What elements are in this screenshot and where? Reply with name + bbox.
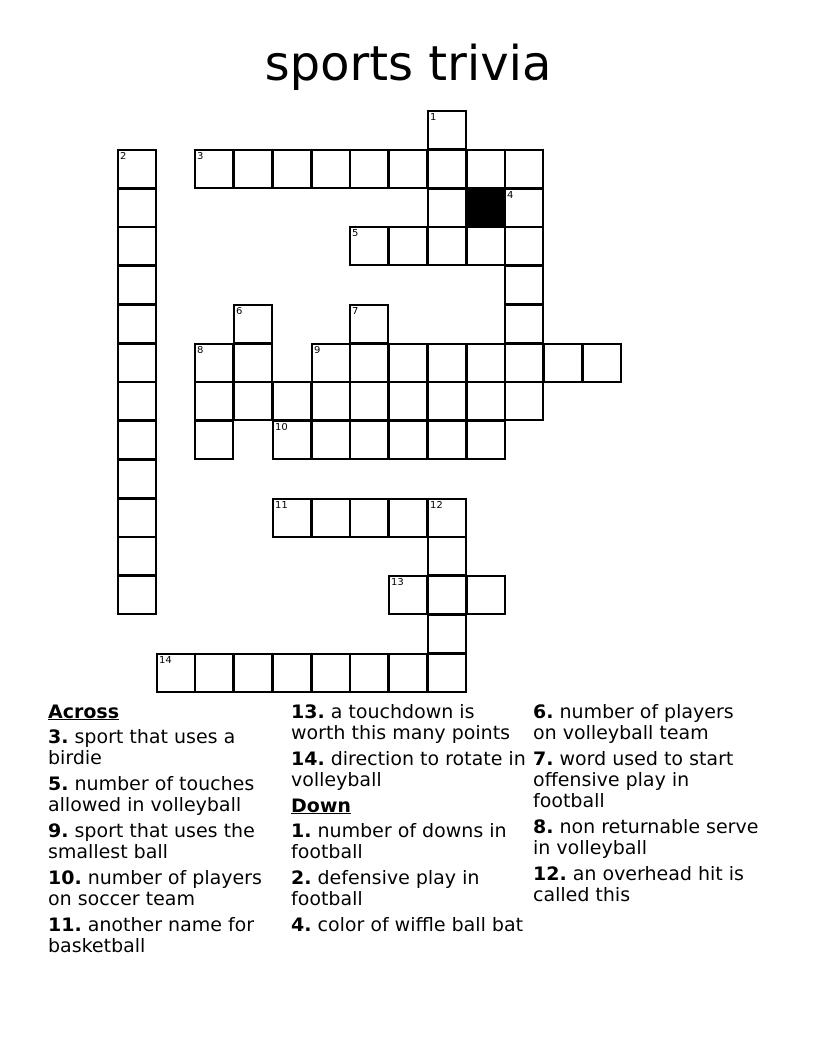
across-clue-10	[48, 868, 278, 910]
grid-cell[interactable]	[388, 226, 428, 266]
grid-cell[interactable]	[427, 653, 467, 693]
clue-text: sport that uses a birdie	[48, 726, 236, 769]
grid-cell[interactable]	[466, 226, 506, 266]
grid-cell[interactable]	[117, 459, 157, 499]
clue-number: 6.	[533, 701, 554, 723]
grid-cell[interactable]	[117, 343, 157, 383]
clue-number: 12.	[533, 863, 567, 885]
grid-cell-13[interactable]	[388, 575, 428, 615]
grid-cell[interactable]	[466, 149, 506, 189]
grid-cell[interactable]	[427, 226, 467, 266]
grid-cell[interactable]	[504, 149, 544, 189]
cell-number: 10	[275, 422, 288, 433]
grid-cell-8[interactable]	[194, 343, 234, 383]
down-clue-6	[533, 702, 763, 744]
clues-column-2	[291, 702, 527, 941]
grid-cell[interactable]	[388, 149, 428, 189]
cell-number: 8	[197, 345, 204, 356]
grid-cell-7[interactable]	[349, 304, 389, 344]
grid-cell[interactable]	[427, 420, 467, 460]
grid-cell[interactable]	[466, 381, 506, 421]
clue-number: 5.	[48, 773, 69, 795]
cell-number: 9	[314, 345, 321, 356]
grid-cell-12[interactable]	[427, 498, 467, 538]
grid-cell[interactable]	[311, 420, 351, 460]
grid-cell[interactable]	[427, 149, 467, 189]
cell-number: 12	[430, 500, 443, 511]
cell-number: 14	[159, 655, 172, 666]
cell-number: 5	[352, 228, 359, 239]
across-heading: Across	[48, 701, 120, 723]
cell-number: 7	[352, 306, 359, 317]
grid-cell[interactable]	[349, 653, 389, 693]
clue-text: number of players on volleyball team	[533, 701, 734, 744]
grid-cell[interactable]	[349, 381, 389, 421]
down-clue-7	[533, 749, 763, 812]
across-clue-11	[48, 915, 278, 957]
clue-text: color of wiffle ball bat	[317, 914, 524, 936]
grid-cell[interactable]	[117, 575, 157, 615]
grid-cell[interactable]	[233, 653, 273, 693]
clue-text: non returnable serve in volleyball	[533, 816, 759, 859]
clue-number: 8.	[533, 816, 554, 838]
grid-cell-11[interactable]	[272, 498, 312, 538]
clues-column-3	[533, 702, 763, 911]
grid-cell-9[interactable]	[311, 343, 351, 383]
cell-number: 11	[275, 500, 288, 511]
grid-cell-1[interactable]	[427, 110, 467, 150]
clue-number: 1.	[291, 820, 312, 842]
grid-cell[interactable]	[504, 304, 544, 344]
across-clue-5	[48, 774, 278, 816]
grid-cell[interactable]	[117, 498, 157, 538]
clue-number: 14.	[291, 748, 325, 770]
grid-cell-6[interactable]	[233, 304, 273, 344]
cell-number: 3	[197, 151, 204, 162]
grid-cell[interactable]	[388, 653, 428, 693]
grid-cell-4[interactable]	[504, 188, 544, 228]
grid-cell[interactable]	[388, 498, 428, 538]
grid-cell[interactable]	[311, 653, 351, 693]
across-clue-13	[291, 702, 527, 744]
clue-text: defensive play in football	[291, 867, 480, 910]
clue-number: 9.	[48, 820, 69, 842]
grid-cell[interactable]	[466, 343, 506, 383]
grid-cell[interactable]	[117, 536, 157, 576]
grid-cell[interactable]	[504, 381, 544, 421]
grid-cell[interactable]	[349, 149, 389, 189]
down-clue-8	[533, 817, 763, 859]
grid-cell[interactable]	[388, 420, 428, 460]
grid-cell[interactable]	[117, 420, 157, 460]
grid-cell[interactable]	[427, 536, 467, 576]
down-clue-1	[291, 821, 527, 863]
grid-cell[interactable]	[117, 226, 157, 266]
grid-cell[interactable]	[427, 343, 467, 383]
cell-number: 4	[507, 190, 514, 201]
down-clue-12	[533, 864, 763, 906]
clue-text: word used to start offensive play in football	[533, 748, 734, 812]
grid-cell[interactable]	[311, 498, 351, 538]
grid-cell[interactable]	[504, 265, 544, 305]
clue-text: direction to rotate in volleyball	[291, 748, 526, 791]
clue-number: 7.	[533, 748, 554, 770]
clue-text: number of downs in football	[291, 820, 507, 863]
grid-cell[interactable]	[388, 343, 428, 383]
clue-number: 2.	[291, 867, 312, 889]
grid-cell[interactable]	[272, 653, 312, 693]
grid-cell[interactable]	[311, 381, 351, 421]
across-clue-3	[48, 727, 278, 769]
grid-cell[interactable]	[311, 149, 351, 189]
grid-cell[interactable]	[349, 343, 389, 383]
clues-column-1	[48, 702, 278, 962]
grid-cell[interactable]	[427, 188, 467, 228]
grid-cell[interactable]	[194, 381, 234, 421]
cell-number: 13	[391, 577, 404, 588]
grid-cell[interactable]	[117, 304, 157, 344]
clue-number: 4.	[291, 914, 312, 936]
across-clue-14	[291, 749, 527, 791]
grid-cell[interactable]	[272, 381, 312, 421]
cell-number: 6	[236, 306, 243, 317]
grid-cell[interactable]	[388, 381, 428, 421]
grid-cell-5[interactable]	[349, 226, 389, 266]
grid-cell[interactable]	[504, 226, 544, 266]
clue-text: number of players on soccer team	[48, 867, 262, 910]
grid-cell[interactable]	[427, 575, 467, 615]
grid-cell[interactable]	[349, 420, 389, 460]
grid-cell[interactable]	[194, 420, 234, 460]
grid-cell[interactable]	[194, 653, 234, 693]
clue-text: a touchdown is worth this many points	[291, 701, 511, 744]
grid-cell[interactable]	[504, 343, 544, 383]
cell-number: 1	[430, 112, 437, 123]
grid-cell[interactable]	[233, 149, 273, 189]
grid-cell[interactable]	[233, 343, 273, 383]
clue-number: 13.	[291, 701, 325, 723]
grid-cell[interactable]	[543, 343, 583, 383]
down-clue-4	[291, 915, 527, 936]
grid-cell[interactable]	[117, 265, 157, 305]
black-cell	[466, 188, 506, 228]
grid-cell[interactable]	[272, 149, 312, 189]
clue-number: 11.	[48, 914, 82, 936]
grid-cell[interactable]	[117, 188, 157, 228]
cell-number: 2	[120, 151, 127, 162]
grid-cell[interactable]	[349, 498, 389, 538]
grid-cell[interactable]	[427, 614, 467, 654]
puzzle-title: sports trivia	[264, 36, 552, 92]
clue-number: 3.	[48, 726, 69, 748]
grid-cell[interactable]	[582, 343, 622, 383]
down-clue-2	[291, 868, 527, 910]
clue-text: an overhead hit is called this	[533, 863, 744, 906]
clue-text: number of touches allowed in volleyball	[48, 773, 255, 816]
grid-cell[interactable]	[233, 381, 273, 421]
grid-cell[interactable]	[427, 381, 467, 421]
grid-cell[interactable]	[466, 420, 506, 460]
grid-cell[interactable]	[117, 381, 157, 421]
grid-cell-10[interactable]	[272, 420, 312, 460]
clue-number: 10.	[48, 867, 82, 889]
grid-cell-3[interactable]	[194, 149, 234, 189]
clue-text: sport that uses the smallest ball	[48, 820, 255, 863]
across-clue-9	[48, 821, 278, 863]
down-heading: Down	[291, 795, 351, 817]
grid-cell-2[interactable]	[117, 149, 157, 189]
grid-cell[interactable]	[466, 575, 506, 615]
grid-cell-14[interactable]	[156, 653, 196, 693]
clue-text: another name for basketball	[48, 914, 255, 957]
